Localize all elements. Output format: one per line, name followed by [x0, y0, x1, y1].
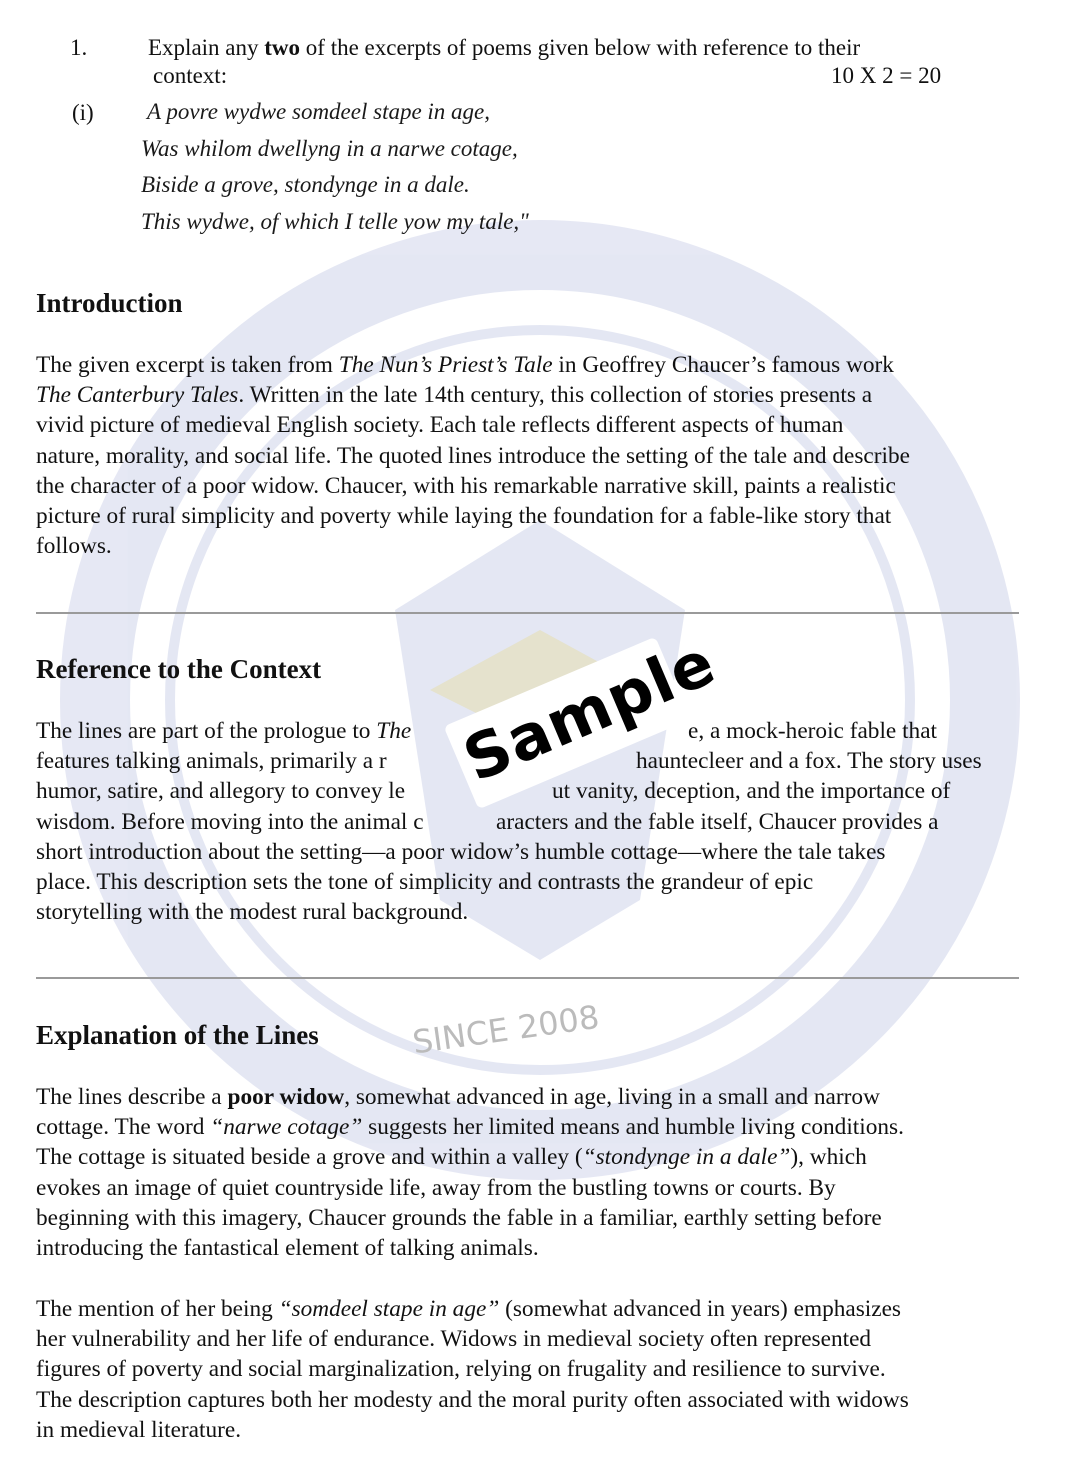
paragraph-introduction: The given excerpt is taken from The Nun’s Priest’s Tale in Geoffrey Chaucer’s famous work The Canterbury Tales. Written in the late 14th century, this collection of stories presents a vivid picture of medieval English society. Each tale reflects different aspects of human nature, morality, and social life. The quoted lines introduce the setting of the tale and describe the character of a poor widow. Chaucer, with his remarkable narrative skill, paints a realistic picture of rural simplicity and poverty while laying the foundation for a fable-like story that follows.	[36, 352, 910, 560]
poem-excerpt	[141, 94, 529, 240]
heading-introduction: Introduction	[36, 288, 183, 318]
poem-line: Biside a grove, stondynge in a dale.	[141, 172, 470, 197]
paragraph-reference: The lines are part of the prologue to The e, a mock-heroic fable that features talking animals, primarily a r hauntecleer and a fox. The story uses humor, satire, and allegory to convey le ut vanity, deception, and the importance of wisdom. Before moving into the animal c aracters and the fable itself, Chaucer provides a short introduction about the setting—a poor widow’s humble cottage—where the tale takes place. This description sets the tone of simplicity and contrasts the grandeur of epic storytelling with the modest rural background.	[36, 718, 982, 926]
paragraph-explanation-1: The lines describe a poor widow, somewhat advanced in age, living in a small and narrow cottage. The word “narwe cotage” suggests her limited means and humble living conditions. The cottage is situated beside a grove and within a valley (“stondynge in a dale”), which evokes an image of quiet countryside life, away from the bustling towns or courts. By beginning with this imagery, Chaucer grounds the fable in a familiar, earthly setting before introducing the fantastical element of talking animals.	[36, 1084, 904, 1262]
heading-reference: Reference to the Context	[36, 654, 322, 684]
section-divider	[36, 612, 1019, 614]
poem-line: This wydwe, of which I telle yow my tale,"	[141, 208, 529, 234]
poem-line: A povre wydwe somdeel stape in age,	[147, 99, 491, 124]
question-number: 1.	[70, 35, 88, 60]
section-divider	[36, 977, 1019, 979]
poem-line: Was whilom dwellyng in a narwe cotage,	[141, 135, 518, 161]
heading-explanation: Explanation of the Lines	[36, 1020, 319, 1050]
paragraph-explanation-2: The mention of her being “somdeel stape in age” (somewhat advanced in years) emphasizes her vulnerability and her life of endurance. Widows in medieval society often represented figures of poverty and social marginalization, relying on frugality and resilience to survive. The description captures both her modesty and the moral purity often associated with widows in medieval literature.	[36, 1296, 909, 1443]
question-text-line2: context:	[153, 63, 228, 88]
watermark-tagline: SINCE 2008	[410, 997, 602, 1062]
question-marks: 10 X 2 = 20	[831, 63, 942, 88]
excerpt-label: (i)	[72, 100, 94, 125]
sample-stamp-text: Sample	[453, 625, 726, 797]
question-text: Explain any two of the excerpts of poems given below with reference to their	[148, 35, 861, 60]
